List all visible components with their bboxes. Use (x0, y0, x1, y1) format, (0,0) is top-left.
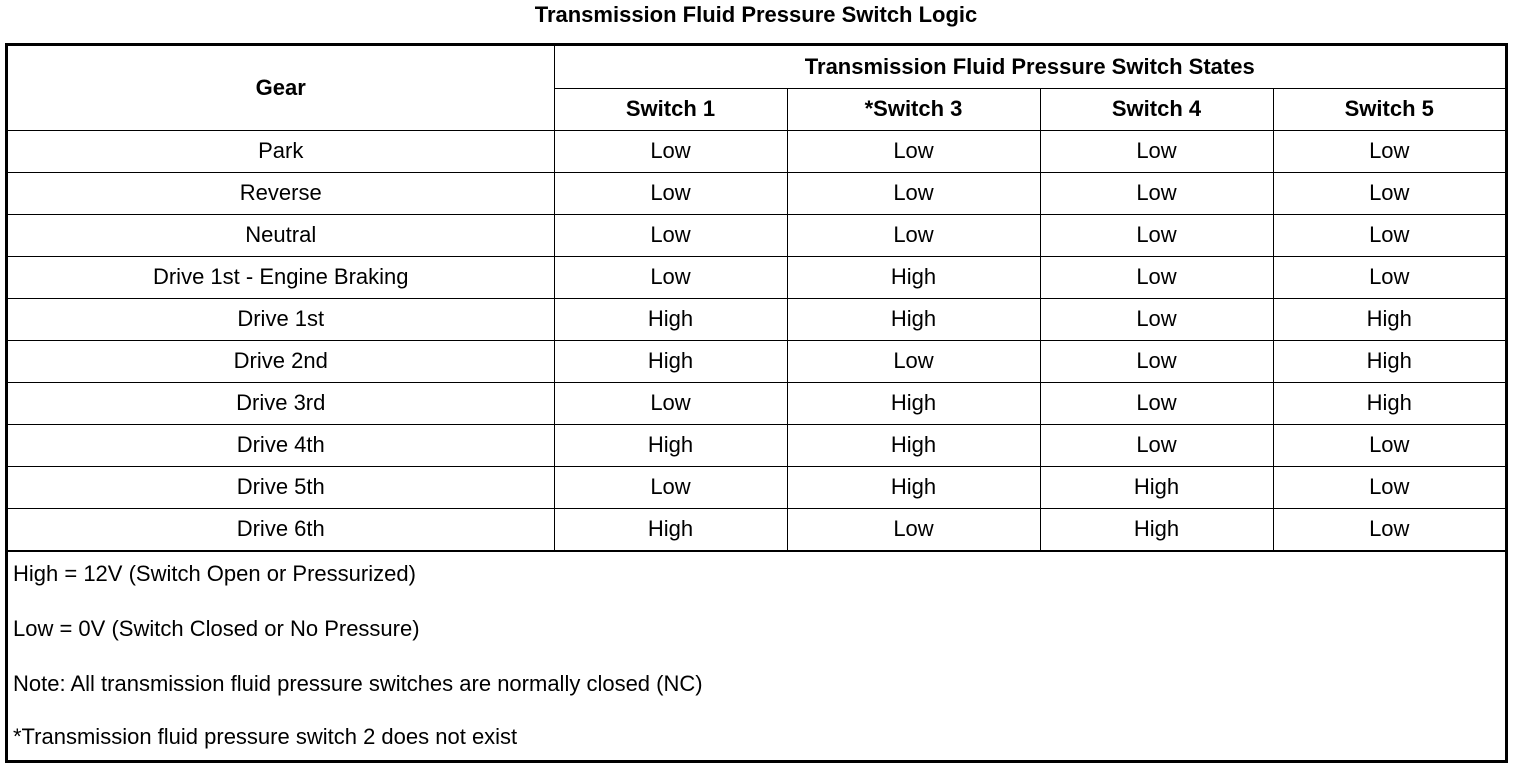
switch-4-state: Low (1040, 298, 1273, 340)
switch-4-state: Low (1040, 130, 1273, 172)
table-row (8, 424, 1505, 466)
switch-1-state: Low (554, 466, 787, 508)
switch-4-state: Low (1040, 256, 1273, 298)
switch-1-state: Low (554, 130, 787, 172)
switch-logic-table (8, 46, 1505, 551)
gear-cell: Drive 2nd (8, 340, 554, 382)
gear-cell: Reverse (8, 172, 554, 214)
gear-column-header: Gear (8, 46, 554, 130)
table-row (8, 508, 1505, 550)
gear-cell: Drive 3rd (8, 382, 554, 424)
switch-5-state: Low (1273, 508, 1505, 550)
switch-3-state: Low (787, 172, 1040, 214)
table-row (8, 340, 1505, 382)
switch-4-state: Low (1040, 340, 1273, 382)
switch-3-state: Low (787, 340, 1040, 382)
gear-cell: Drive 1st (8, 298, 554, 340)
legend-notes (8, 551, 1505, 757)
low-definition-note: Low = 0V (Switch Closed or No Pressure) (13, 615, 420, 641)
normally-closed-note: Note: All transmission fluid pressure switches are normally closed (NC) (13, 670, 703, 696)
table-row (8, 130, 1505, 172)
table-row (8, 172, 1505, 214)
switch-5-state: High (1273, 298, 1505, 340)
switch-3-state: High (787, 424, 1040, 466)
switch-3-state: Low (787, 214, 1040, 256)
switch-5-state: Low (1273, 424, 1505, 466)
switch-4-state: High (1040, 508, 1273, 550)
switch-1-state: Low (554, 382, 787, 424)
page-title: Transmission Fluid Pressure Switch Logic (534, 2, 978, 27)
switch-5-state: High (1273, 340, 1505, 382)
gear-cell: Neutral (8, 214, 554, 256)
switch-4-state: Low (1040, 214, 1273, 256)
table-row (8, 382, 1505, 424)
switch-5-state: Low (1273, 256, 1505, 298)
switch-1-state: Low (554, 172, 787, 214)
switch-3-state: Low (787, 130, 1040, 172)
switch-4-header: Switch 4 (1040, 88, 1273, 130)
switch-3-state: High (787, 298, 1040, 340)
switch-logic-table-frame (5, 43, 1508, 763)
gear-cell: Drive 1st - Engine Braking (8, 256, 554, 298)
switch-3-state: High (787, 256, 1040, 298)
gear-cell: Drive 4th (8, 424, 554, 466)
switch-1-state: Low (554, 256, 787, 298)
high-definition-note: High = 12V (Switch Open or Pressurized) (13, 560, 416, 586)
switch-2-footnote: *Transmission fluid pressure switch 2 does not exist (13, 723, 518, 749)
switch-3-state: Low (787, 508, 1040, 550)
switch-5-state: High (1273, 382, 1505, 424)
table-row (8, 214, 1505, 256)
switch-1-state: High (554, 508, 787, 550)
switch-1-state: Low (554, 214, 787, 256)
switch-3-header: *Switch 3 (787, 88, 1040, 130)
switch-4-state: High (1040, 466, 1273, 508)
switch-4-state: Low (1040, 172, 1273, 214)
table-row (8, 466, 1505, 508)
table-row (8, 256, 1505, 298)
switch-5-header: Switch 5 (1273, 88, 1505, 130)
switch-5-state: Low (1273, 172, 1505, 214)
switch-5-state: Low (1273, 130, 1505, 172)
switch-states-group-header: Transmission Fluid Pressure Switch States (554, 46, 1505, 88)
switch-3-state: High (787, 466, 1040, 508)
switch-1-header: Switch 1 (554, 88, 787, 130)
gear-cell: Park (8, 130, 554, 172)
switch-3-state: High (787, 382, 1040, 424)
gear-cell: Drive 5th (8, 466, 554, 508)
switch-4-state: Low (1040, 424, 1273, 466)
switch-1-state: High (554, 298, 787, 340)
switch-5-state: Low (1273, 214, 1505, 256)
gear-cell: Drive 6th (8, 508, 554, 550)
switch-5-state: Low (1273, 466, 1505, 508)
switch-4-state: Low (1040, 382, 1273, 424)
switch-1-state: High (554, 340, 787, 382)
switch-1-state: High (554, 424, 787, 466)
table-row (8, 298, 1505, 340)
